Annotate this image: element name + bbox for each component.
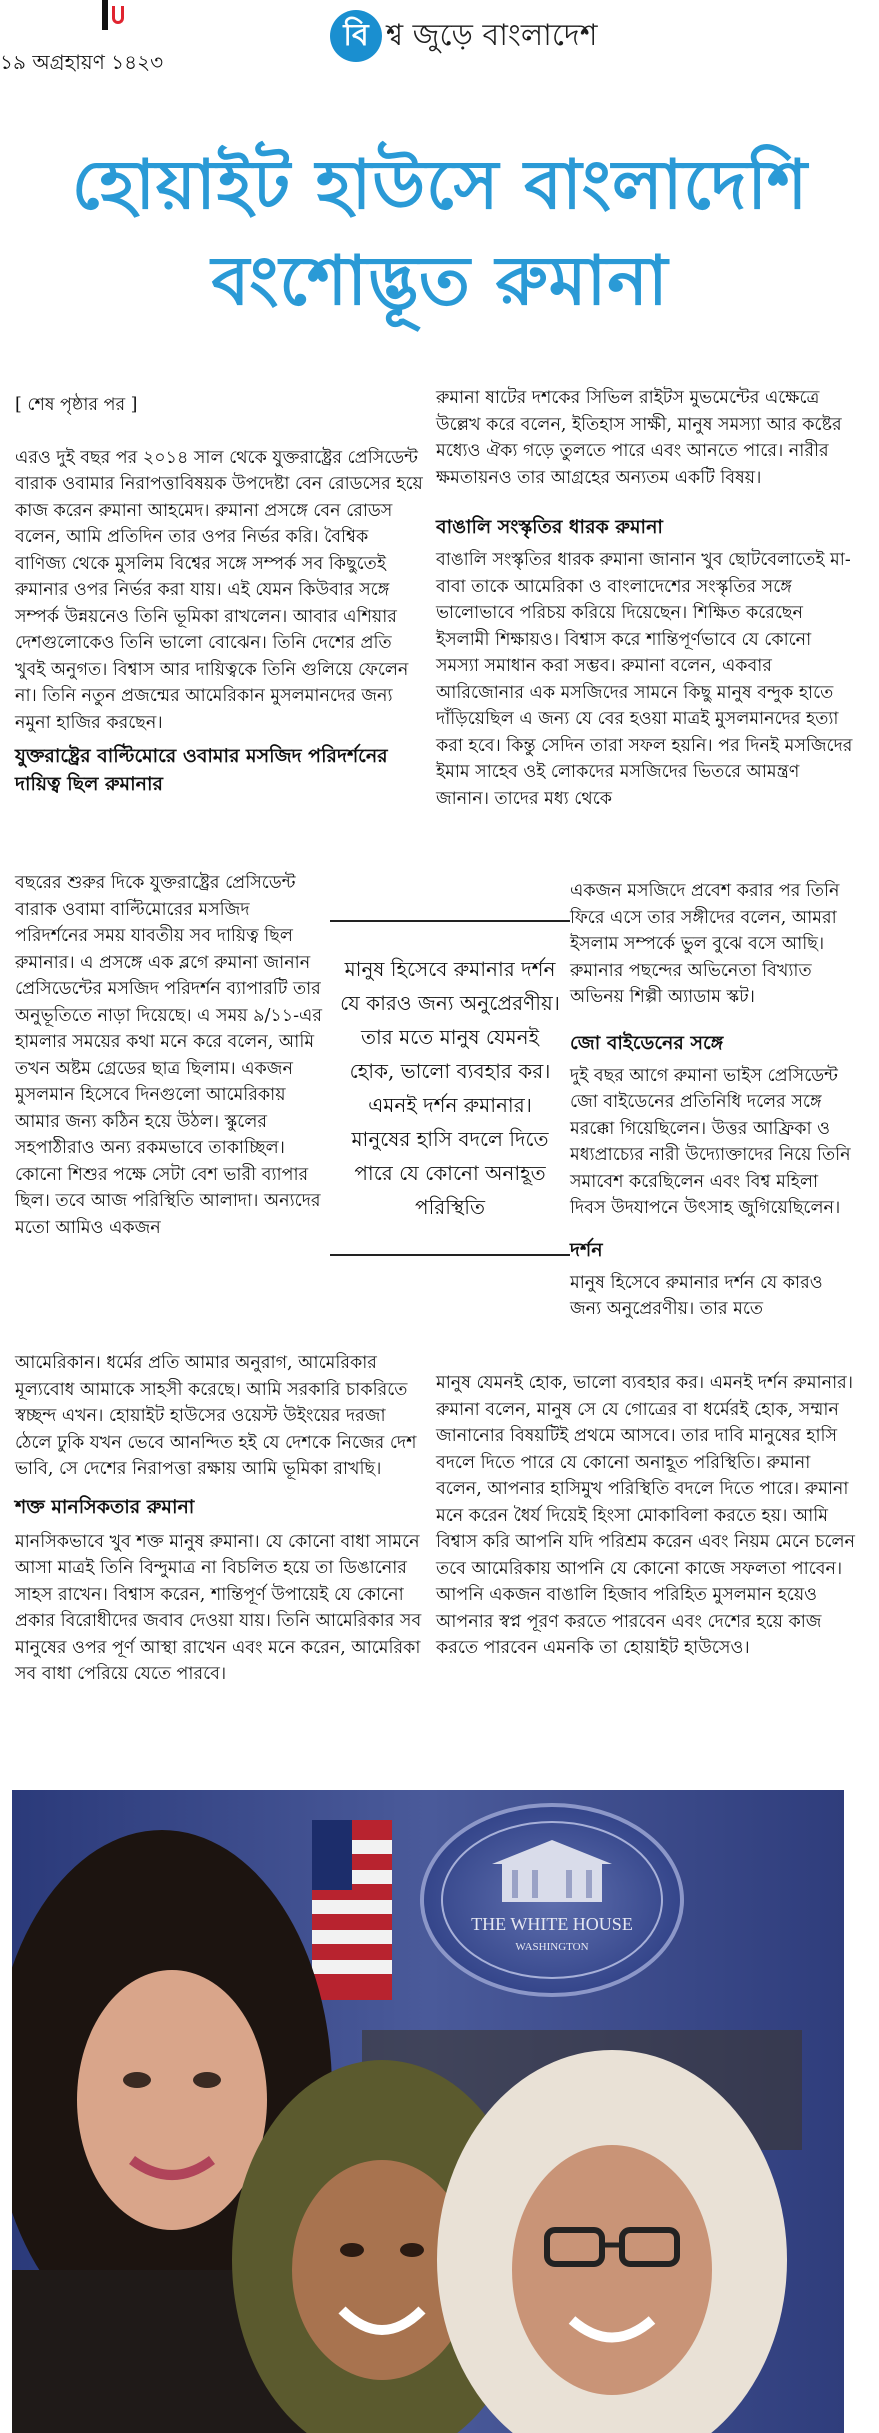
newspaper-logo	[80, 0, 126, 32]
left-column-top	[15, 392, 423, 804]
logo-bar-icon	[102, 0, 108, 30]
white-house-seal-icon	[422, 1805, 682, 1995]
flag-icon	[312, 1820, 392, 2000]
right-paragraph-4: দুই বছর আগে রুমানা ভাইস প্রেসিডেন্ট জো বাইডেনের প্রতিনিধি দলের সঙ্গে মরক্কো গিয়েছিলেন। উত্তর আফ্রিকা ও মধ্যপ্রাচ্যের নারী উদ্যোক্তাদের নিয়ে তিনি সমাবেশ করেছিলেন এবং বিশ্ব মহিলা দিবস উদযাপনে উৎসাহ জুগিয়েছিলেন।	[570, 1065, 851, 1218]
subheading-bengali-culture: বাঙালি সংস্কৃতির ধারক রুমানা	[436, 516, 663, 538]
left-column-bottom	[15, 1350, 425, 1696]
subheading-baltimore: যুক্তরাষ্ট্রের বাল্টিমোরে ওবামার মসজিদ পরিদর্শনের দায়িত্ব ছিল রুমানার	[15, 745, 388, 795]
logo-mark-icon	[112, 6, 124, 24]
left-column-narrow	[15, 870, 325, 1245]
right-paragraph-6: মানুষ যেমনই হোক, ভালো ব্যবহার কর। এমনই দর্শন রুমানার। রুমানা বলেন, মানুষ সে যে গোত্রের বা ধর্মেরই হোক, সম্মান জানানোর বিষয়টিই প্রথমে আসবে। তার দাবি মানুষের হাসি বদলে দিতে পারে যে কোনো অনাহূত পরিস্থিতি। রুমানা বলেন, আপনার হাসিমুখ পরিস্থিতি বদলে দিতে পারে। রুমানা মনে করেন ধৈর্য দিয়েই হিংসা মোকাবিলা করতে হয়। আমি বিশ্বাস করি আপনি যদি পরিশ্রম করেন এবং নিয়ম মেনে চলেন তবে আমেরিকায় আপনি যে কোনো কাজে সফলতা পাবেন। আপনি একজন বাঙালি হিজাব পরিহিত মুসলমান হয়েও আপনার স্বপ্ন পূরণ করতে পারবেন এবং দেশের হয়ে কাজ করতে পারবেন এমনকি তা হোয়াইট হাউসেও।	[436, 1373, 855, 1658]
right-column-bottom	[436, 1370, 856, 1662]
pull-quote: মানুষ হিসেবে রুমানার দর্শন যে কারও জন্য অনুপ্রেরণীয়। তার মতে মানুষ যেমনই হোক, ভালো ব্যবহার কর। এমনই দর্শন রুমানার। মানুষের হাসি বদলে দিতে পারে যে কোনো অনাহূত পরিস্থিতি	[330, 920, 570, 1256]
subheading-strong-mindset: শক্ত মানসিকতার রুমানা	[15, 1495, 195, 1518]
left-paragraph-2: বছরের শুরুর দিকে যুক্তরাষ্ট্রের প্রেসিডেন্ট বারাক ওবামা বাল্টিমোরের মসজিদ পরিদর্শনের সময় যাবতীয় সব দায়িত্ব ছিল রুমানার। এ প্রসঙ্গে এক ব্লগে রুমানা জানান প্রেসিডেন্টের মসজিদ পরিদর্শন ব্যাপারটি তার অনুভূতিতে নাড়া দিয়েছে। এ সময় ৯/১১-এর হামলার সময়ের কথা মনে করে বলেন, আমি তখন অষ্টম গ্রেডের ছাত্র ছিলাম। একজন মুসলমান হিসেবে দিনগুলো আমেরিকায় আমার জন্য কঠিন হয়ে উঠল। স্কুলের সহপাঠীরাও অন্য রকমভাবে তাকাচ্ছিল। কোনো শিশুর পক্ষে সেটা বেশ ভারী ব্যাপার ছিল। তবে আজ পরিস্থিতি আলাদা। অন্যদের মতো আমিও একজন	[15, 873, 322, 1238]
headline	[20, 138, 860, 330]
section-badge: বি	[330, 10, 382, 62]
seal-title: THE WHITE HOUSE	[471, 1914, 633, 1934]
headline-line-2: বংশোদ্ভূত রুমানা	[211, 242, 669, 321]
right-paragraph-3: একজন মসজিদে প্রবেশ করার পর তিনি ফিরে এসে তার সঙ্গীদের বলেন, আমরা ইসলাম সম্পর্কে ভুল বুঝে বসে আছি। রুমানার পছন্দের অভিনেতা বিখ্যাত অভিনয় শিল্পী অ্যাডাম স্কট।	[570, 881, 840, 1007]
subheading-biden: জো বাইডেনের সঙ্গে	[570, 1031, 724, 1054]
headline-line-1: হোয়াইট হাউসে বাংলাদেশি	[71, 146, 809, 225]
right-column-top	[436, 385, 856, 818]
photo-illustration	[12, 1790, 844, 2433]
left-paragraph-3: আমেরিকান। ধর্মের প্রতি আমার অনুরাগ, আমেরিকার মূল্যবোধ আমাকে সাহসী করেছে। আমি সরকারি চাকরিতে স্বচ্ছন্দ এখন। হোয়াইট হাউসের ওয়েস্ট উইংয়ের দরজা ঠেলে ঢুকি যখন ভেবে আনন্দিত হই যে দেশকে নিজের দেশ ভাবি, সে দেশের নিরাপত্তা রক্ষায় আমি ভূমিকা রাখছি।	[15, 1353, 417, 1479]
selfie-photo	[12, 1790, 844, 2433]
section-title	[330, 8, 597, 64]
seal-subtitle: WASHINGTON	[515, 1941, 589, 1953]
continued-note: [ শেষ পৃষ্ঠার পর ]	[15, 395, 138, 415]
right-paragraph-1: রুমানা ষাটের দশকের সিভিল রাইটস মুভমেন্টের এক্ষেত্রে উল্লেখ করে বলেন, ইতিহাস সাক্ষী, মানুষ সমস্যা আর কষ্টের মধ্যেও ঐক্য গড়ে তুলতে পারে এবং আনতে পারে। নারীর ক্ষমতায়নও তার আগ্রহের অন্যতম একটি বিষয়।	[436, 388, 842, 488]
right-paragraph-5: মানুষ হিসেবে রুমানার দর্শন যে কারও জন্য অনুপ্রেরণীয়। তার মতে	[570, 1272, 823, 1319]
subheading-philosophy: দর্শন	[570, 1238, 603, 1261]
left-paragraph-4: মানসিকভাবে খুব শক্ত মানুষ রুমানা। যে কোনো বাধা সামনে আসা মাত্রই তিনি বিন্দুমাত্র না বিচলিত হয়ে তা ডিঙানোর সাহস রাখেন। বিশ্বাস করেন, শান্তিপূর্ণ উপায়েই যে কোনো প্রকার বিরোধীদের জবাব দেওয়া যায়। তিনি আমেরিকার সব মানুষের ওপর পূর্ণ আস্থা রাখেন এবং মনে করেন, আমেরিকা সব বাধা পেরিয়ে যেতে পারবে।	[15, 1531, 422, 1684]
issue-date: ১৯ অগ্রহায়ণ ১৪২৩	[0, 50, 164, 74]
right-column-narrow	[570, 878, 856, 1329]
section-label: শ্ব জুড়ে বাংলাদেশ	[386, 17, 598, 53]
right-paragraph-2: বাঙালি সংস্কৃতির ধারক রুমানা জানান খুব ছোটবেলাতেই মা-বাবা তাকে আমেরিকা ও বাংলাদেশের সংস্কৃতির সঙ্গে ভালোভাবে পরিচয় করিয়ে দিয়েছেন। শিক্ষিত করেছেন ইসলামী শিক্ষায়ও। বিশ্বাস করে শান্তিপূর্ণভাবে যে কোনো সমস্যা সমাধান করা সম্ভব। রুমানা বলেন, একবার আরিজোনার এক মসজিদের সামনে কিছু মানুষ বন্দুক হাতে দাঁড়িয়েছিল এ জন্য যে বের হওয়া মাত্রই মুসলমানদের হত্যা করা হবে। কিন্তু সেদিন তারা সফল হয়নি। পর দিনই মসজিদের ইমাম সাহেব ওই লোকদের মসজিদের ভিতরে আমন্ত্রণ জানান। তাদের মধ্য থেকে	[436, 550, 853, 809]
left-paragraph-1: এরও দুই বছর পর ২০১৪ সাল থেকে যুক্তরাষ্ট্রের প্রেসিডেন্ট বারাক ওবামার নিরাপত্তাবিষয়ক উপদেষ্টা বেন রোডসের হয়ে কাজ করেন রুমানা আহমেদ। রুমানা প্রসঙ্গে বেন রোডস বলেন, আমি প্রতিদিন তার ওপর নির্ভর করি। বৈশ্বিক বাণিজ্য থেকে মুসলিম বিশ্বের সঙ্গে সম্পর্ক সব কিছুতেই রুমানার ওপর নির্ভর করা যায়। এই যেমন কিউবার সঙ্গে সম্পর্ক উন্নয়নেও তিনি ভূমিকা রাখলেন। আবার এশিয়ার দেশগুলোকেও তিনি ভালো বোঝেন। তিনি দেশের প্রতি খুবই অনুগত। বিশ্বাস আর দায়িত্বকে তিনি গুলিয়ে ফেলেন না। তিনি নতুন প্রজন্মের আমেরিকান মুসলমানদের জন্য নমুনা হাজির করছেন।	[15, 447, 423, 733]
